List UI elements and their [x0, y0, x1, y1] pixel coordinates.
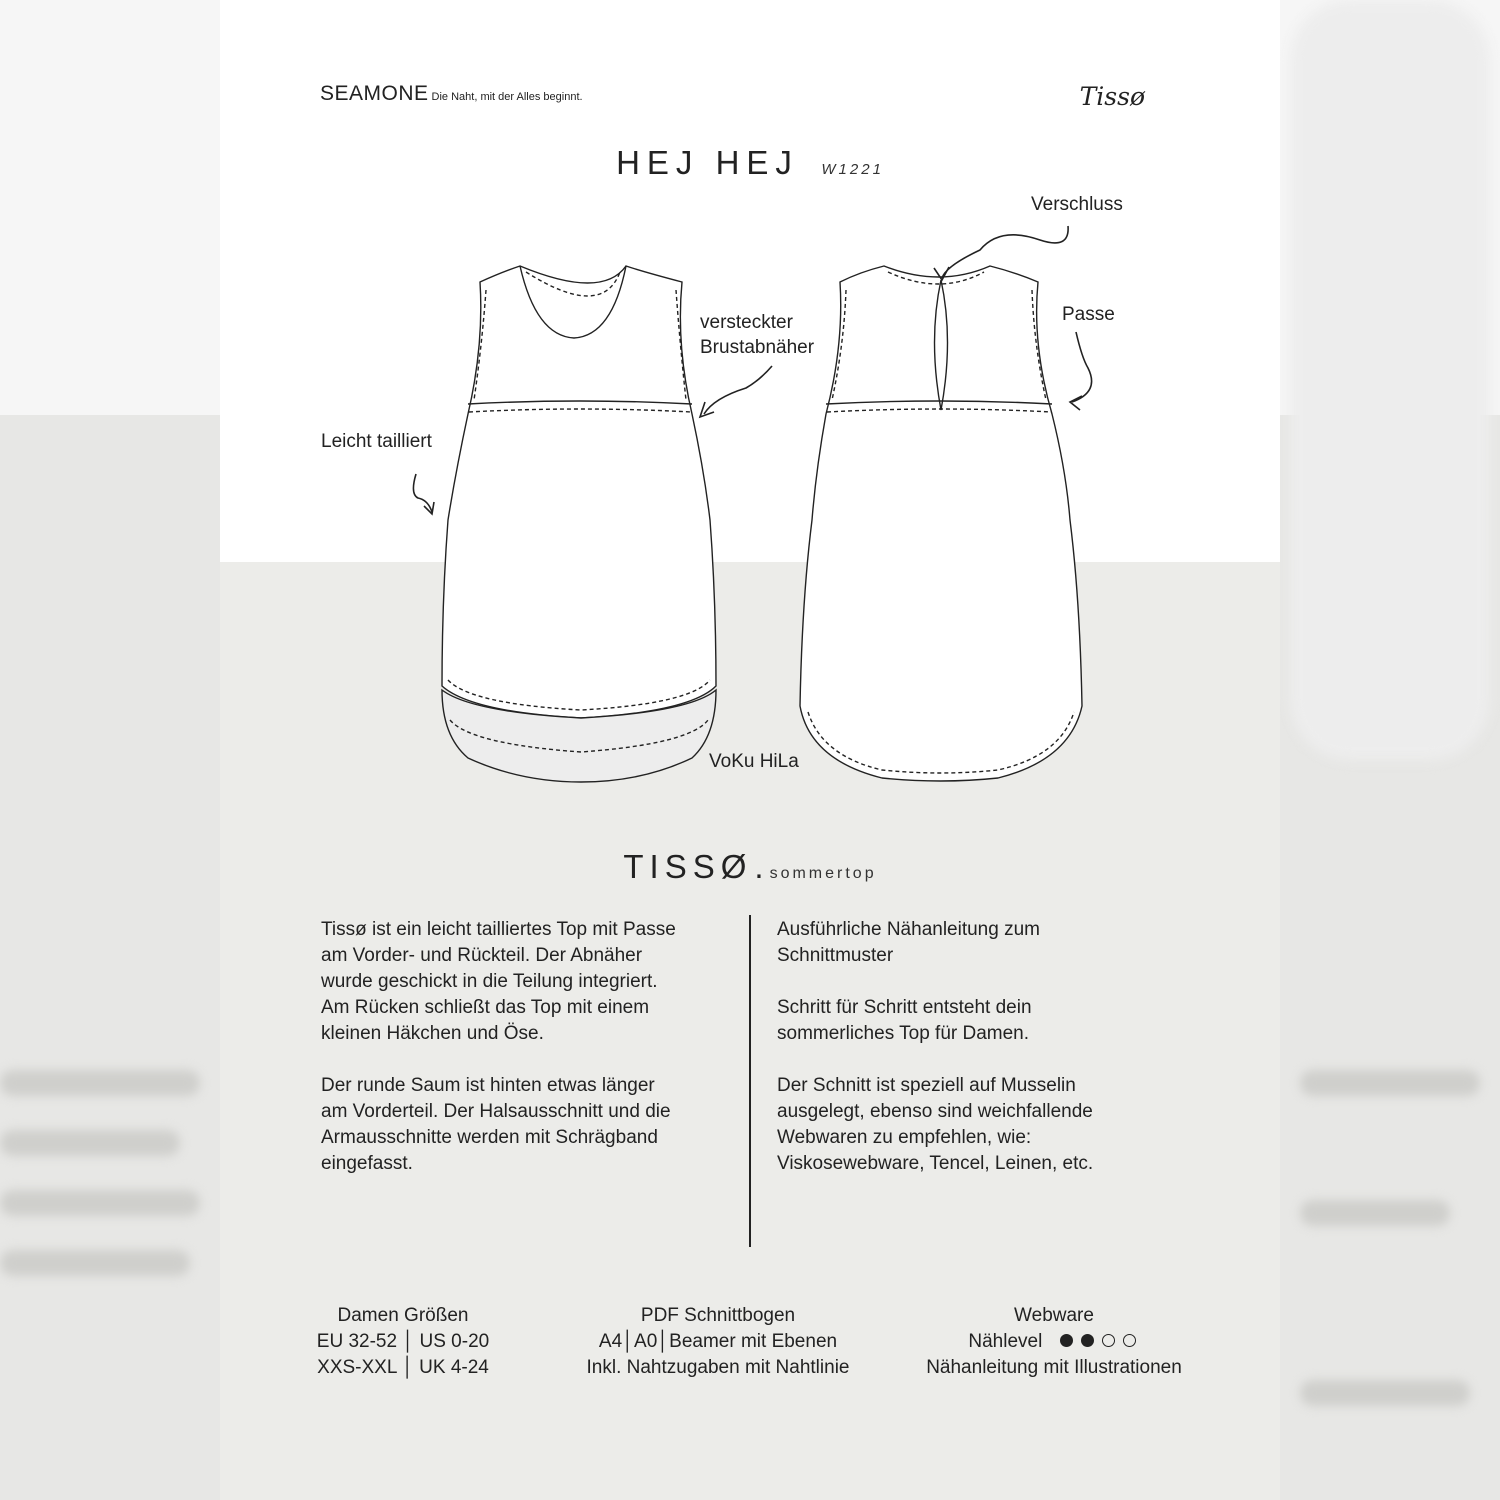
- product-dot: .: [754, 848, 764, 885]
- label-fitted: Leicht tailliert: [321, 431, 432, 452]
- technical-drawing: [220, 0, 1280, 800]
- product-name: TISSØ: [623, 848, 753, 885]
- info-fabric-title: Webware: [1014, 1305, 1094, 1326]
- info-pattern-line1: A4│A0│Beamer mit Ebenen: [598, 1331, 838, 1352]
- back-top-drawing: [800, 266, 1082, 781]
- sewing-level-dots: [1056, 1331, 1140, 1352]
- info-pattern-title: PDF Schnittbogen: [640, 1305, 796, 1326]
- background-blur-line: [0, 1250, 190, 1276]
- arrow-passe: [1072, 332, 1092, 402]
- pattern-code: W1221: [821, 161, 884, 178]
- brand-tagline: Die Naht, mit der Alles beginnt.: [431, 91, 583, 103]
- product-subtitle: sommertop: [769, 865, 877, 882]
- front-body-outline: [442, 266, 716, 718]
- info-sizes-title: Damen Größen: [337, 1305, 469, 1326]
- info-sizes-line2: XXS-XXL │ UK 4-24: [317, 1357, 489, 1378]
- info-fabric-line2: Nähanleitung mit Illustrationen: [926, 1357, 1182, 1378]
- info-fabric: [900, 1303, 1208, 1381]
- back-body-outline: [800, 266, 1082, 781]
- brand-name: SEAMONE: [320, 82, 429, 105]
- level-dot-empty: [1123, 1334, 1136, 1347]
- pattern-sheet: [220, 0, 1280, 1500]
- label-hem: VoKu HiLa: [709, 751, 799, 772]
- description-left: Tissø ist ein leicht tailliertes Top mit Passe am Vorder- und Rückteil. Der Abnäher wurde geschickt in die Teilung integriert. Am Rücken schließt das Top mit einem kleinen Häkchen und Öse. Der runde Saum ist hinten etwas länger am Vorderteil. Der Halsausschnitt und die Armausschnitte werden mit Schrägband eingefasst.: [321, 919, 676, 1174]
- info-pattern-line2: Inkl. Nahtzugaben mit Nahtlinie: [586, 1357, 850, 1378]
- arrow-tailliert: [413, 474, 432, 512]
- level-dot-filled: [1081, 1334, 1094, 1347]
- label-yoke: Passe: [1062, 304, 1115, 325]
- pattern-name: HEJ HEJ: [616, 144, 799, 181]
- column-divider: [749, 915, 751, 1247]
- label-closure: Verschluss: [1031, 194, 1123, 215]
- label-hidden-dart: versteckter Brustabnäher: [700, 312, 815, 358]
- background-blur-line: [0, 1130, 180, 1156]
- background-blur-line: [1300, 1070, 1480, 1096]
- arrow-brustabnaeher: [704, 366, 772, 414]
- description-right: Ausführliche Nähanleitung zum Schnittmuster Schritt für Schritt entsteht dein sommerliches Top für Damen. Der Schnitt ist speziell auf Musselin ausgelegt, ebenso sind weichfallende Webwaren zu empfehlen, wie: Viskosewebware, Tencel, Leinen, etc.: [777, 919, 1094, 1174]
- info-pattern: [560, 1303, 876, 1381]
- info-sizes-line1: EU 32-52 │ US 0-20: [316, 1331, 490, 1352]
- front-top-drawing: [442, 266, 716, 782]
- arrow-tailliert-head: [424, 502, 434, 514]
- background-blur-line: [0, 1190, 200, 1216]
- level-dot-filled: [1060, 1334, 1073, 1347]
- sewing-level: [900, 1329, 1208, 1355]
- script-logo: Tissø: [1079, 82, 1145, 111]
- level-dot-empty: [1102, 1334, 1115, 1347]
- info-sizes: [290, 1303, 516, 1381]
- sewing-level-label: Nählevel: [968, 1331, 1043, 1352]
- product-title: [220, 848, 1280, 886]
- background-blur-line: [1300, 1380, 1470, 1406]
- background-blur-line: [1300, 1200, 1450, 1226]
- background-blur-line: [0, 1070, 200, 1096]
- background-shape: [1290, 0, 1490, 760]
